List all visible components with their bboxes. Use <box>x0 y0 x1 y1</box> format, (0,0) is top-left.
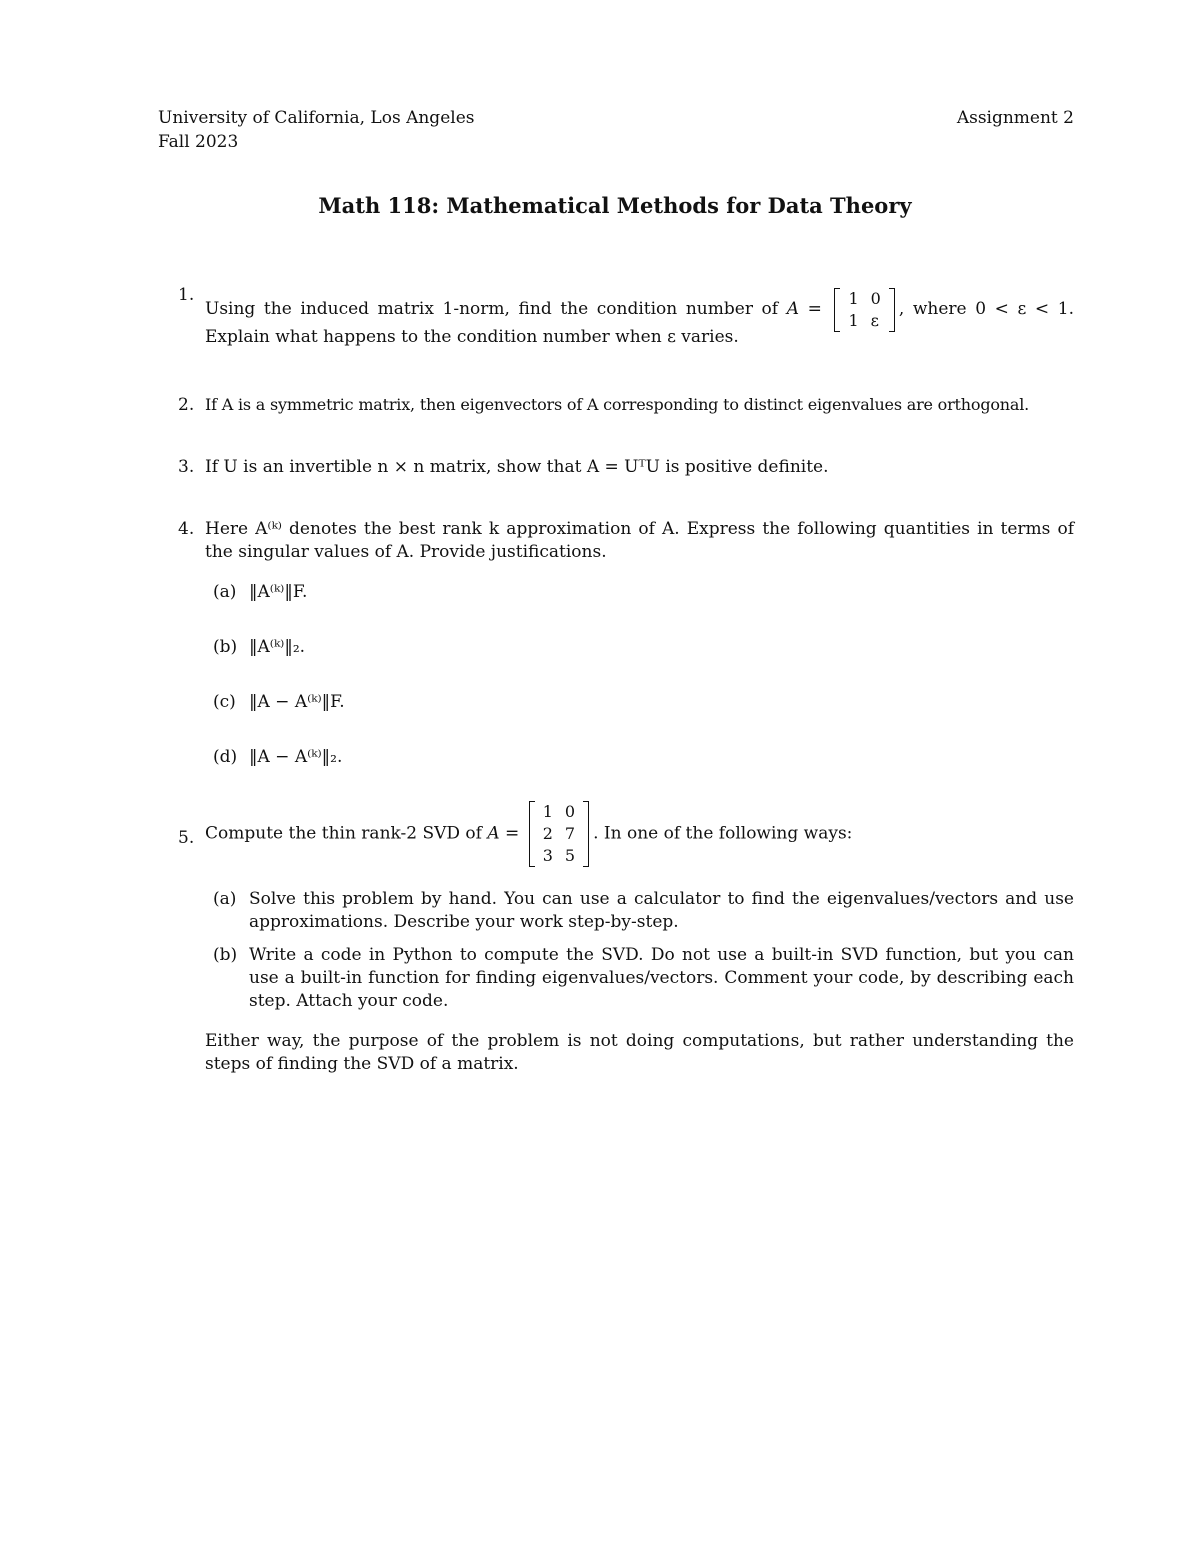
matrix-cell: 1 <box>542 802 553 821</box>
part-label: (c) <box>213 692 236 712</box>
problem-3-text: If U is an invertible n × n matrix, show that A = UᵀU is positive definite. <box>205 457 829 477</box>
part-text: Solve this problem by hand. You can use a calculator to find the eigenvalues/vectors and use approximations. Describe your work step-by-step. <box>249 889 1074 932</box>
problem-4-part-b <box>213 636 1074 659</box>
matrix-cell: 3 <box>542 846 553 865</box>
matrix-cell: ε <box>870 310 879 330</box>
problem-1-text-before: Using the induced matrix 1-norm, find the condition number of <box>205 299 787 319</box>
part-label: (a) <box>213 889 237 909</box>
header-left <box>158 106 474 154</box>
problem-number: 3. <box>178 457 195 477</box>
problem-number: 4. <box>178 519 195 539</box>
problem-1-line2: Explain what happens to the condition number when ε varies. <box>205 327 739 347</box>
part-label: (b) <box>213 945 238 965</box>
problem-number: 2. <box>178 395 195 415</box>
problem-5-text: Compute the thin rank-2 SVD of A = 1 0 2 7 3 5 . In one of the following ways: <box>205 802 853 865</box>
problem-4-part-c <box>213 691 1074 714</box>
part-expression: ‖A − A⁽ᵏ⁾‖F. <box>249 692 345 712</box>
matrix-a <box>529 801 589 867</box>
part-expression: ‖A⁽ᵏ⁾‖₂. <box>249 637 306 657</box>
problem-4-part-d <box>213 746 1074 769</box>
assignment-label: Assignment 2 <box>956 108 1074 128</box>
matrix-variable: A <box>786 299 799 319</box>
matrix-cell: 2 <box>542 824 553 843</box>
matrix-a <box>834 288 894 332</box>
matrix-variable: A <box>487 823 500 844</box>
part-expression: ‖A⁽ᵏ⁾‖F. <box>249 582 308 602</box>
part-label: (d) <box>213 747 238 767</box>
problem-5-closing: Either way, the purpose of the problem is not doing computations, but rather understanding the steps of finding the SVD of a matrix. <box>205 1031 1074 1074</box>
problem-5-text-before: Compute the thin rank-2 SVD of <box>205 823 488 844</box>
problem-1 <box>178 284 1074 349</box>
problem-5 <box>178 801 1074 867</box>
part-label: (b) <box>213 637 238 657</box>
matrix-cell: 0 <box>870 288 881 308</box>
page-title: Math 118: Mathematical Methods for Data Theory <box>318 193 912 218</box>
problem-4-part-a <box>213 581 1074 604</box>
matrix-cell: 7 <box>564 824 576 843</box>
problem-4-text: Here A⁽ᵏ⁾ denotes the best rank k approximation of A. Express the following quantities in terms of the singular values of A. Provide justifications. <box>205 519 1074 562</box>
part-label: (a) <box>213 582 237 602</box>
part-expression: ‖A − A⁽ᵏ⁾‖₂. <box>249 747 343 767</box>
problem-3 <box>178 456 1074 479</box>
matrix-cell: 1 <box>848 288 859 308</box>
term: Fall 2023 <box>158 132 239 152</box>
matrix-cell: 1 <box>848 310 859 330</box>
problem-2-text: If A is a symmetric matrix, then eigenvectors of A corresponding to distinct eigenvalues are orthogonal. <box>205 395 1030 414</box>
matrix-cell: 0 <box>564 802 576 821</box>
university-name: University of California, Los Angeles <box>158 108 475 128</box>
problem-number: 1. <box>178 285 195 305</box>
problem-5-part-b <box>213 944 1074 1013</box>
matrix-cell: 5 <box>564 846 576 865</box>
problem-2 <box>178 394 1074 416</box>
problem-4 <box>178 518 1074 564</box>
problem-1-text-after: , where 0 < ε < 1. <box>898 299 1074 319</box>
part-text: Write a code in Python to compute the SVD. Do not use a built-in SVD function, but you can use a built-in function for finding eigenvalues/vectors. Comment your code, by describing each step. Attach your code. <box>249 945 1074 1011</box>
problem-5-part-a <box>213 888 1074 934</box>
problem-number: 5. <box>178 828 195 848</box>
problem-5-text-after: . In one of the following ways: <box>593 823 853 844</box>
problem-text: Using the induced matrix 1-norm, find the condition number of A = 1 0 1 ε , where 0 < ε < 1. Explain what happens to the condition number when ε varies. <box>205 288 1074 347</box>
